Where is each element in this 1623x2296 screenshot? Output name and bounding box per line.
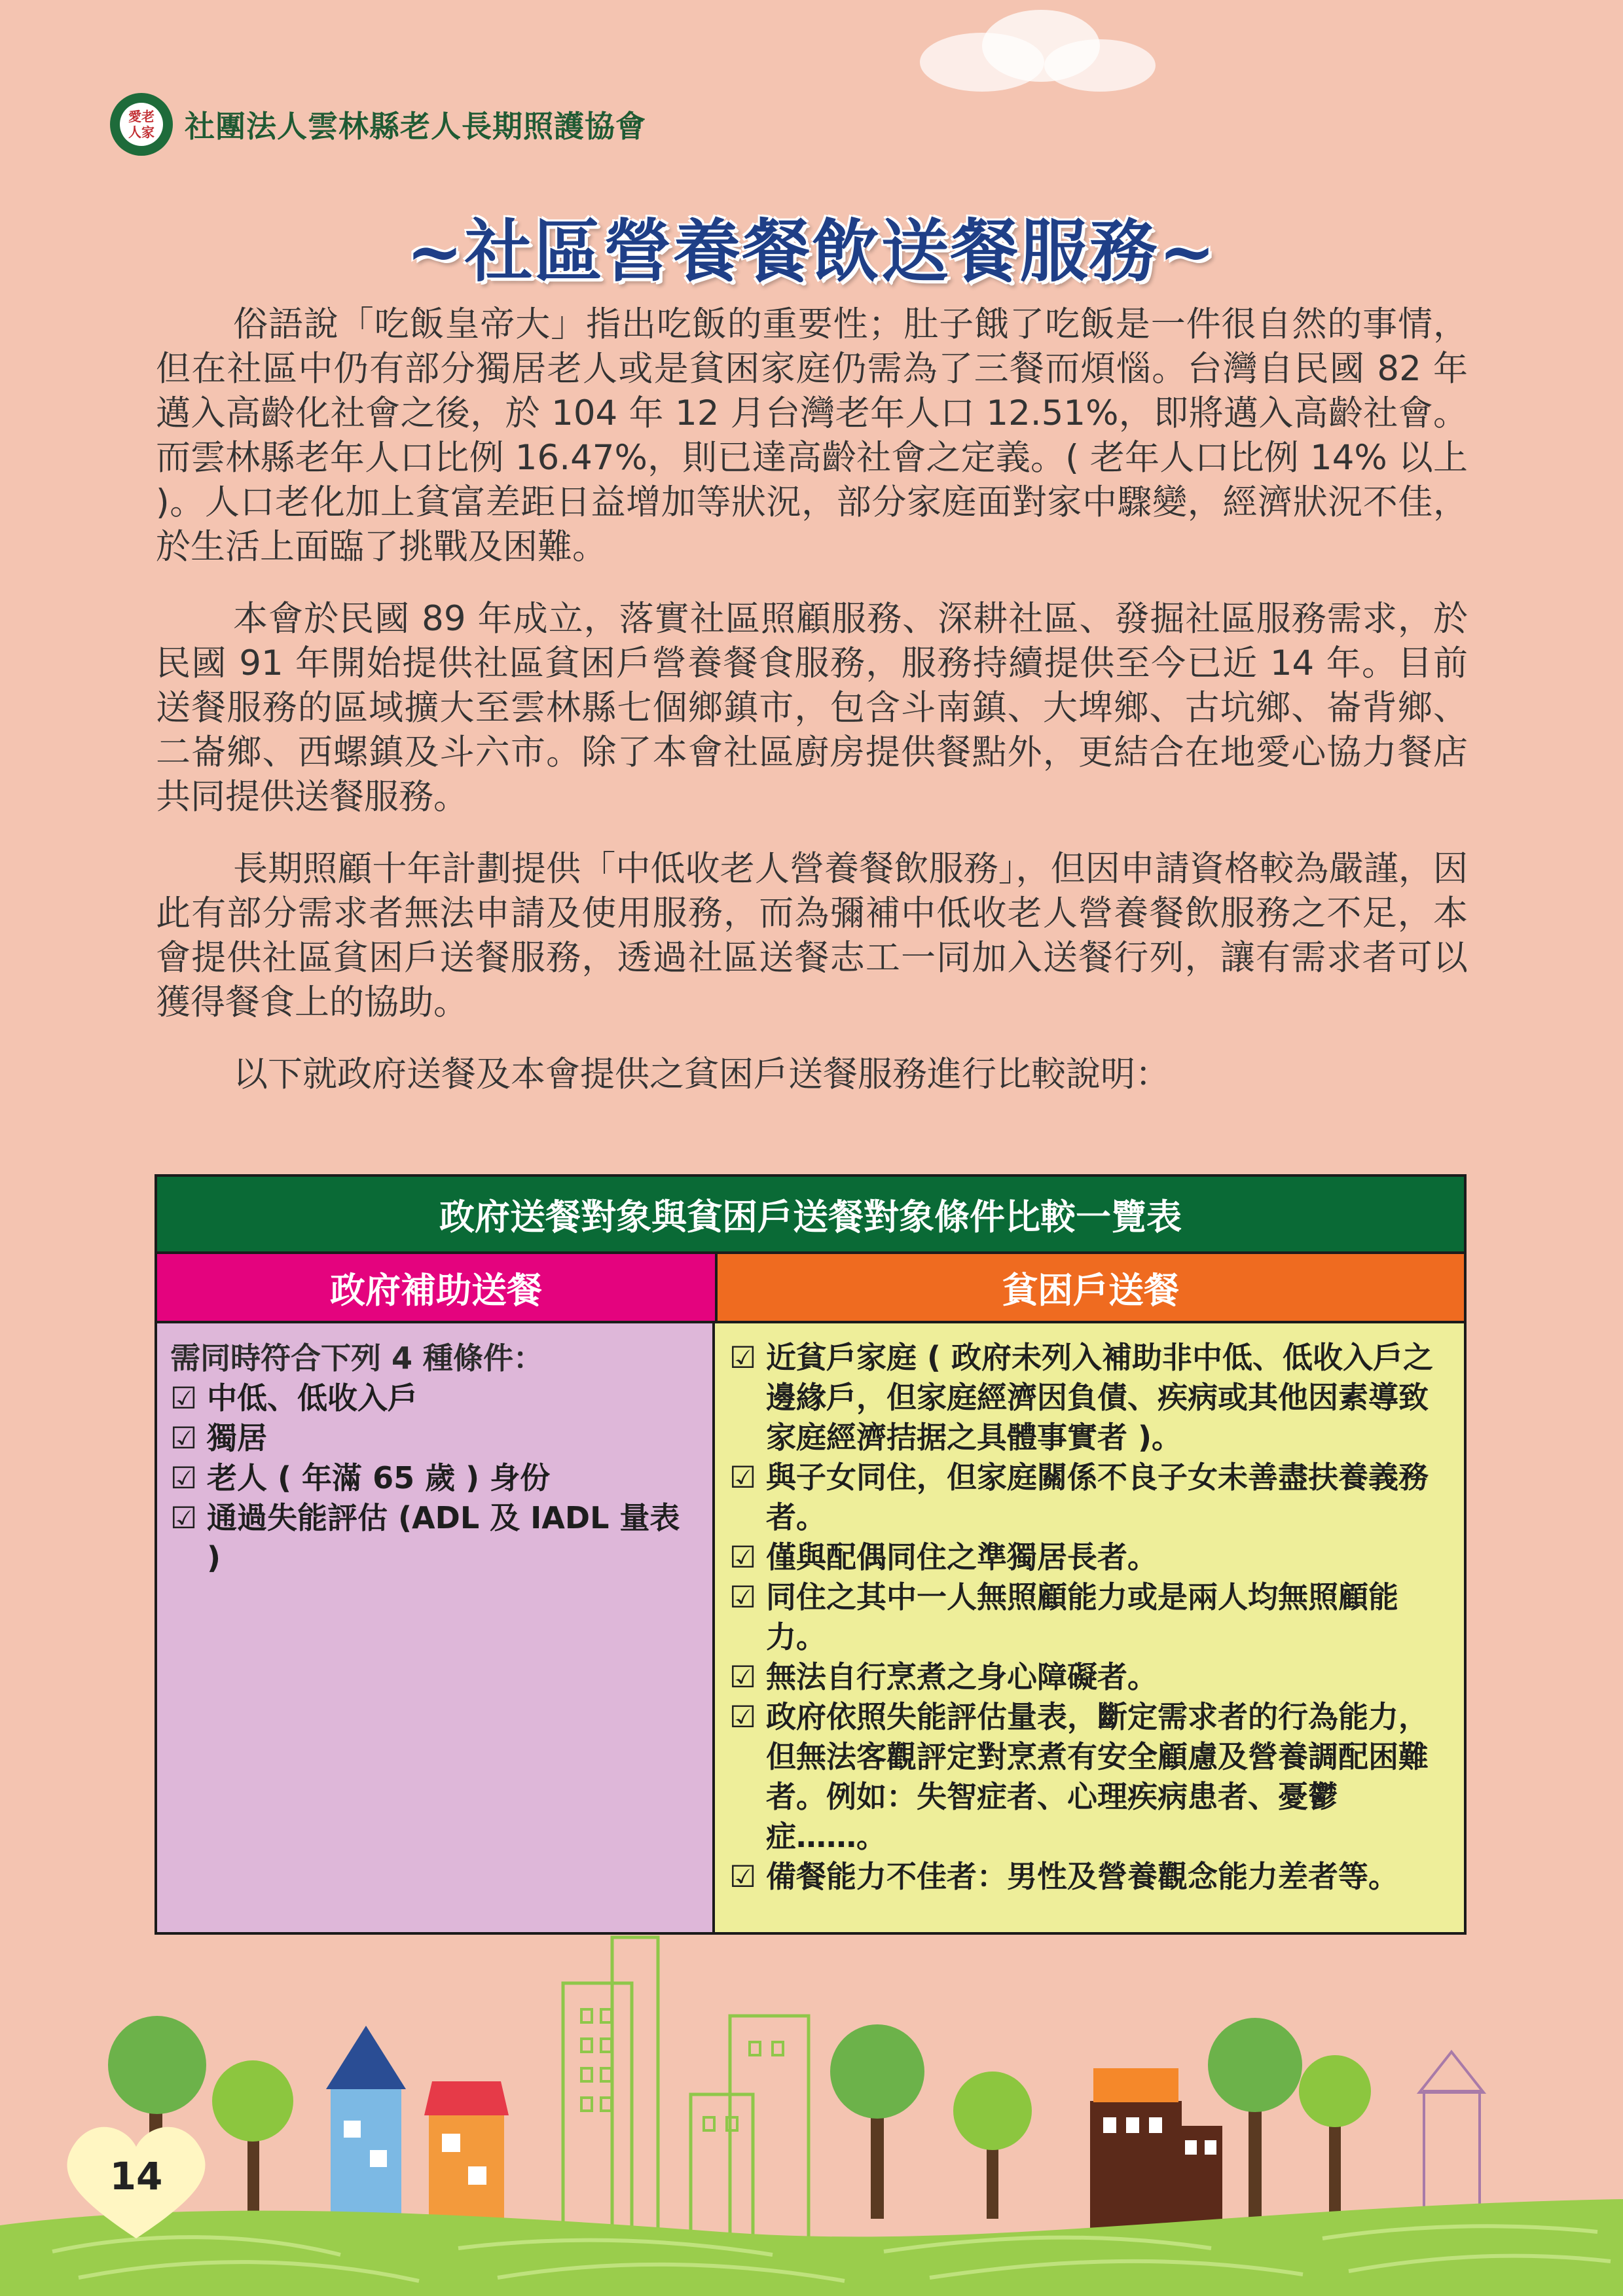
paragraph: 俗語說「吃飯皇帝大」指出吃飯的重要性；肚子餓了吃飯是一件很自然的事情，但在社區中仍有部分獨居老人或是貧困家庭仍需為了三餐而煩惱。台灣自民國 82 年邁入高齡化社會之後，於 104 年 12 月台灣老年人口 12.51%，即將邁入高齡社會。而雲林縣老年人口比例 16.47%，則已達高齡社會之定義。( 老年人口比例 14% 以上 )。人口老化加上貧富差距日益增加等狀況，部分家庭面對家中驟變，經濟狀況不佳，於生活上面臨了挑戰及困難。 [156,304,1468,567]
list-item: ☑ 中低、低收入戶 [170,1378,699,1418]
gov-conditions-column [157,1323,715,1932]
paragraph: 以下就政府送餐及本會提供之貧困戶送餐服務進行比較說明： [233,1054,1170,1094]
checkbox-icon: ☑ [729,1579,757,1615]
tree [1299,2055,1371,2219]
checkbox-icon: ☑ [729,1859,757,1894]
checkbox-icon: ☑ [170,1420,198,1456]
logo-mark: 愛老 人家 [120,103,163,146]
poor-conditions-column [715,1323,1464,1932]
article-body [156,302,1468,1124]
checkbox-icon: ☑ [170,1460,198,1496]
list-item: ☑ 無法自行烹煮之身心障礙者。 [729,1657,1450,1697]
tree [953,2072,1032,2219]
organization-name: 社團法人雲林縣老人長期照護協會 [185,109,646,144]
list-item: ☑ 備餐能力不佳者：男性及營養觀念能力差者等。 [729,1857,1450,1897]
list-item: ☑ 僅與配偶同住之準獨居長者。 [729,1537,1450,1577]
checkbox-icon: ☑ [729,1340,757,1375]
page-title: ~社區營養餐飲送餐服務~ [406,211,1217,291]
poor-household-meal-header: 貧困戶送餐 [718,1254,1464,1321]
table-header-row [157,1254,1464,1323]
grass-hill [0,2199,1623,2296]
comparison-table [155,1174,1467,1935]
list-item: ☑ 同住之其中一人無照顧能力或是兩人均無照顧能力。 [729,1577,1450,1657]
checkbox-icon: ☑ [729,1699,757,1734]
paragraph: 本會於民國 89 年成立，落實社區照顧服務、深耕社區、發掘社區服務需求，於民國 91 年開始提供社區貧困戶營養餐食服務，服務持續提供至今已近 14 年。目前送餐服務的區域擴大至雲林縣七個鄉鎮市，包含斗南鎮、大埤鄉、古坑鄉、崙背鄉、二崙鄉、西螺鎮及斗六市。除了本會社區廚房提供餐點外，更結合在地愛心協力餐店共同提供送餐服務。 [156,599,1468,817]
list-item: ☑ 獨居 [170,1418,699,1458]
town-illustration [0,1924,1623,2296]
gov-conditions-lead: 需同時符合下列 4 種條件： [170,1340,544,1376]
checkbox-icon: ☑ [170,1500,198,1535]
list-item: ☑ 政府依照失能評估量表，斷定需求者的行為能力，但無法客觀評定對烹煮有安全顧慮及營養調配困難者。例如：失智症者、心理疾病患者、憂鬱症……。 [729,1697,1450,1857]
tree [830,2024,924,2219]
tree [212,2060,293,2212]
checkbox-icon: ☑ [729,1460,757,1495]
paragraph: 長期照顧十年計劃提供「中低收老人營養餐飲服務」，但因申請資格較為嚴謹，因此有部分需求者無法申請及使用服務，而為彌補中低收老人營養餐飲服務之不足，本會提供社區貧困戶送餐服務，透過社區送餐志工一同加入送餐行列，讓有需求者可以獲得餐食上的協助。 [156,849,1468,1022]
list-item: ☑ 老人 ( 年滿 65 歲 ) 身份 [170,1458,699,1498]
checkbox-icon: ☑ [170,1380,198,1416]
page-number: 14 [109,2154,163,2198]
table-title: 政府送餐對象與貧困戶送餐對象條件比較一覽表 [157,1177,1464,1254]
table-body-row [157,1323,1464,1932]
association-logo [110,93,173,156]
list-item: ☑ 通過失能評估 (ADL 及 IADL 量表 ) [170,1498,699,1578]
header [110,92,646,157]
cloud-decoration [903,0,1165,105]
list-item: ☑ 近貧戶家庭 ( 政府未列入補助非中低、低收入戶之邊緣戶，但家庭經濟因負債、疾病或其他因素導致家庭經濟拮据之具體事實者 )。 [729,1338,1450,1458]
checkbox-icon: ☑ [729,1659,757,1695]
checkbox-icon: ☑ [729,1539,757,1575]
gov-meal-header: 政府補助送餐 [157,1254,718,1321]
list-item: ☑ 與子女同住，但家庭關係不良子女未善盡扶養義務者。 [729,1458,1450,1537]
